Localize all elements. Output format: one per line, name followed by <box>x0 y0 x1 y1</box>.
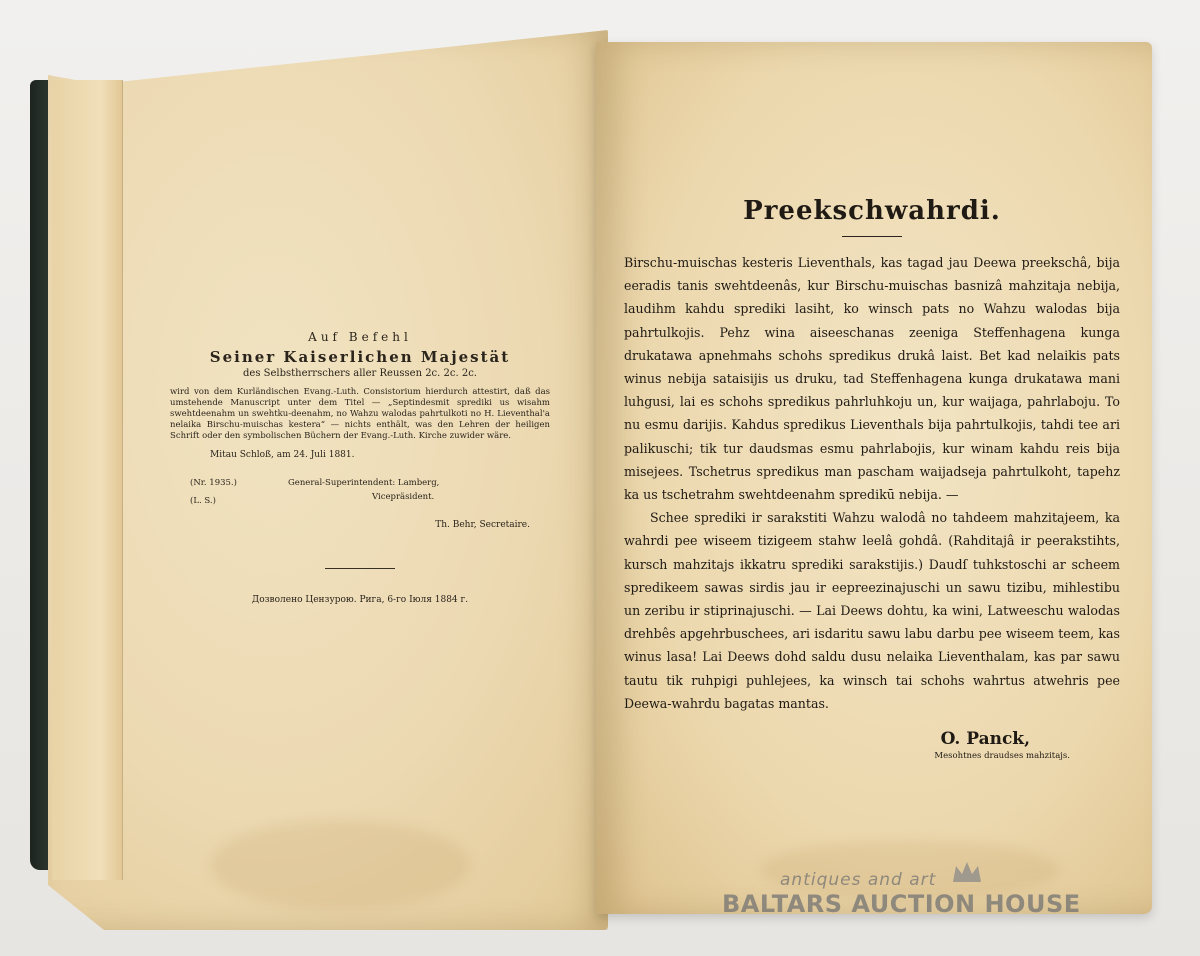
seal-mark: (L. S.) <box>190 496 216 506</box>
preface-paragraph-2: Schee sprediki ir sarakstiti Wahzu walodâ no tahdeem mahzitajeem, ka wahrdi pee wiseem tizigeem stahw leelâ gohdâ. (Rahditajâ ir peerakstihts, kursch mahzitajs ikkatru sprediki sarakstijis.) Daudſ tuhkstoschi ar scheem spredikeem sawas sirdis jau ir eepreezinajuschi un sawu tizibu, mihlestibu un zeribu ir stiprinajuschi. — Lai Deews dohtu, ka wini, Latweeschu walodas drehbês apgehrbuschees, ari isdaritu sawu labu darbu pee wiseem teem, kas winus lasa! Lai Deews dohd saldu dusu nelaika Lieventhalam, kas par sawu tautu tik ruhpigi puhlejees, ka winsch tai schohs wahrtus atwehris pee Deewa-wahrdu bagatas mantas. <box>624 510 1120 711</box>
preface <box>624 196 1120 761</box>
watermark-tagline: antiques and art <box>780 870 937 890</box>
divider <box>325 568 395 569</box>
watermark-brand: BALTARS AUCTION HOUSE <box>722 890 1081 918</box>
majesty-heading: Seiner Kaiserlichen Majestät <box>209 348 511 366</box>
vice-president-title: Vicepräsident. <box>372 492 435 502</box>
approval-notice <box>170 330 550 614</box>
autocrat-line: des Selbstherrschers aller Reussen 2c. 2c. 2c. <box>243 368 477 379</box>
superintendent-signature: General-Superintendent: Lamberg, <box>288 478 440 488</box>
signature-row <box>170 478 550 506</box>
place-date: Mitau Schloß, am 24. Juli 1881. <box>210 450 355 460</box>
author-title: Mesohtnes draudses mahzitajs. <box>934 751 1070 762</box>
attestation-text: wird von dem Kurländischen Evang.-Luth. Consistorium hierdurch attestirt, daß das umstehende Manuscript unter dem Titel — „Septindesmit sprediki us wisahm swehtdeenahm un swehtku-deenahm, no Wahzu walodas pahrtulkoti no H. Lieventhal'a nelaika Birschu-muischas kestera“ — nichts enthält, was den Lehren der heiligen Schrift oder den symbolischen Büchern der Evang.-Luth. Kirche zuwider wäre. <box>170 387 550 441</box>
crown-icon <box>950 858 984 888</box>
title-divider <box>842 236 902 237</box>
secretary-signature: Th. Behr, Secretaire. <box>435 520 530 530</box>
watermark <box>722 866 1122 926</box>
preface-paragraph-1: Birschu-muischas kesteris Lieventhals, kas tagad jau Deewa preekschâ, bija eeradis tanis swehtdeenâs, kur Birschu-muischas basnizâ mahzitaja nebija, laudihm kahdu sprediki lasiht, ko winsch pats no Wahzu walodas bija pahrtulkojis. Pehz wina aiseeschanas zeeniga Steffenhagena kunga drukatawa apnehmahs schohs spredikus drukâ laist. Bet kad nelaikis pats winus nebija sataisijis us druku, tad Steffenhagena kunga drukatawa mani luhgusi, lai es schohs spredikus pahrluhkoju un, kur waijaga, pahrlaboju. To nu esmu darijis. Kahdus spredikus Lieventhals bija pahrtulkojis, tahdi tee ari palikuschi; tik tur daudsmas esmu pahrlabojis, kur winam kahdu reis bija misejees. Tschetrus spredikus man pascham waijadseja pahrtulkoht, tapehz ka us tschetrahm swehtdeenahm spredikū nebija. — <box>624 255 1120 503</box>
author-signature: O. Panck, <box>940 729 1030 750</box>
paper-stain <box>210 820 470 910</box>
censor-approval: Дозволено Цензурою. Рига, 6-го Іюля 1884 г. <box>251 595 469 605</box>
left-page-edge <box>52 80 123 880</box>
document-number: (Nr. 1935.) <box>190 478 237 488</box>
preface-title: Preekschwahrdi. <box>743 196 1001 226</box>
order-heading: Auf Befehl <box>308 330 412 344</box>
